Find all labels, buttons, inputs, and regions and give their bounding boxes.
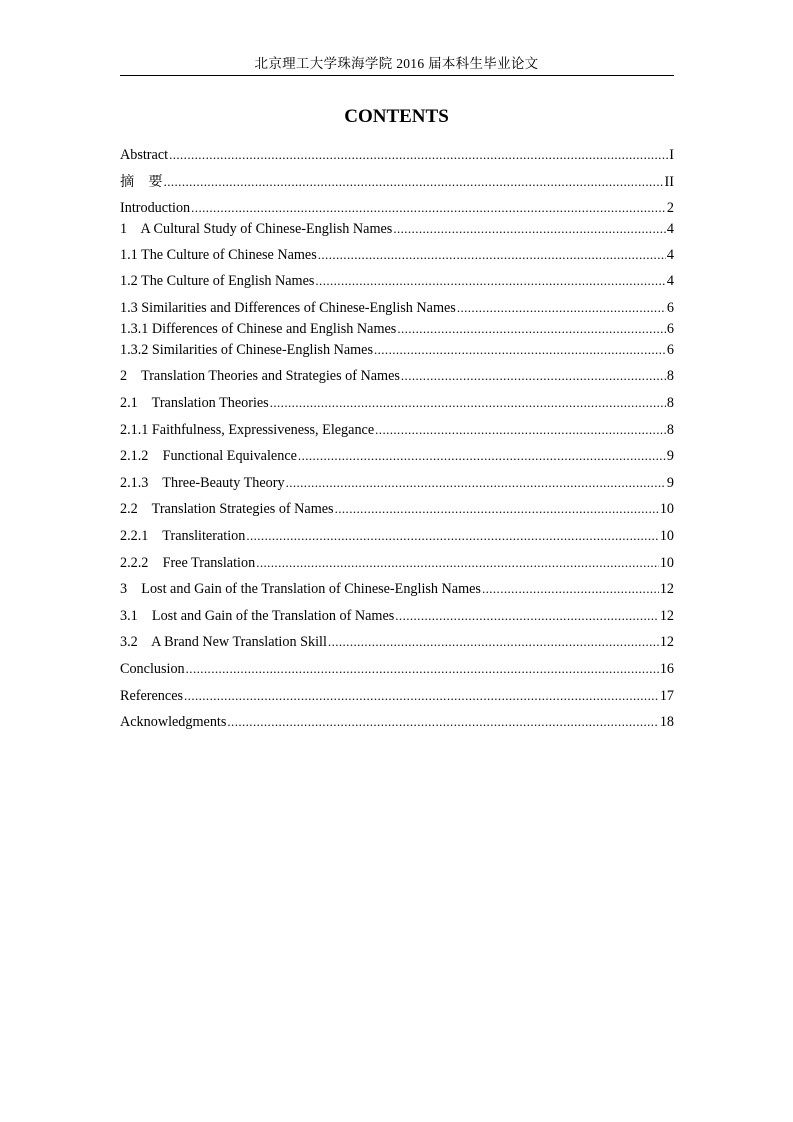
toc-entry-label: 3.2 A Brand New Translation Skill [120, 634, 327, 650]
toc-entry-label: Conclusion [120, 661, 185, 677]
dot-leader [246, 527, 658, 545]
toc-entry-page: 6 [666, 342, 674, 358]
toc-entry-3-1[interactable] [120, 607, 674, 625]
toc-entry-label: 1.3.2 Similarities of Chinese-English Names [120, 342, 373, 358]
dot-leader [482, 580, 659, 598]
toc-entry-label: Abstract [120, 147, 169, 163]
toc-entry-2-2[interactable] [120, 500, 674, 518]
dot-leader [164, 173, 664, 191]
toc-entry-abstract[interactable] [120, 146, 674, 164]
dot-leader [328, 633, 659, 651]
toc-entry-label: 3.1 Lost and Gain of the Translation of Names [120, 608, 395, 624]
toc-entry-label: 2 Translation Theories and Strategies of Names [120, 368, 400, 384]
toc-entry-page: 16 [659, 661, 674, 677]
toc-entry-label: 2.1.3 Three-Beauty Theory [120, 475, 285, 491]
toc-entry-introduction[interactable] [120, 199, 674, 217]
toc-entry-page: 4 [666, 221, 674, 237]
toc-entry-2-1[interactable] [120, 394, 674, 412]
dot-leader [169, 146, 668, 164]
header-rule [120, 75, 674, 76]
dot-leader [270, 394, 666, 412]
dot-leader [298, 447, 666, 465]
toc-entry-2-1-3[interactable] [120, 474, 674, 492]
toc-entry-label: References [120, 688, 184, 704]
toc-title: CONTENTS [344, 106, 449, 127]
toc-entry-label: 1.3.1 Differences of Chinese and English Names [120, 321, 397, 337]
toc-entry-page: 4 [666, 247, 674, 263]
toc-entry-1-3[interactable] [120, 299, 674, 317]
toc-entry-page: 10 [659, 501, 674, 517]
toc-entry-label: 1.2 The Culture of English Names [120, 273, 315, 289]
dot-leader [186, 660, 659, 678]
toc-entry-page: 9 [666, 448, 674, 464]
dot-leader [286, 474, 666, 492]
dot-leader [315, 272, 666, 290]
toc-entry-page: 12 [659, 608, 674, 624]
dot-leader [395, 607, 659, 625]
toc-entry-label: 1.3 Similarities and Differences of Chinese-English Names [120, 300, 456, 316]
toc-entry-page: 6 [666, 300, 674, 316]
toc-entry-page: 8 [666, 422, 674, 438]
toc-entry-2-2-2[interactable] [120, 554, 674, 572]
toc-entry-references[interactable] [120, 687, 674, 705]
toc-entry-label: 1 A Cultural Study of Chinese-English Names [120, 221, 393, 237]
toc-entry-label: 摘 要 [120, 174, 163, 190]
toc-entry-page: II [664, 174, 674, 190]
toc-entry-conclusion[interactable] [120, 660, 674, 678]
toc-entry-page: I [669, 147, 674, 163]
toc-entry-1-3-2[interactable] [120, 341, 674, 359]
toc-entry-page: 12 [659, 634, 674, 650]
toc-entry-label: 3 Lost and Gain of the Translation of Chinese-English Names [120, 581, 481, 597]
toc-entry-page: 12 [659, 581, 674, 597]
toc-entry-page: 4 [666, 273, 674, 289]
toc-entry-page: 6 [666, 321, 674, 337]
toc-entry-page: 9 [666, 475, 674, 491]
dot-leader [393, 220, 666, 238]
dot-leader [184, 687, 659, 705]
toc-entry-page: 18 [659, 714, 674, 730]
dot-leader [401, 367, 666, 385]
toc-entry-label: Acknowledgments [120, 714, 227, 730]
toc-entry-2-1-2[interactable] [120, 447, 674, 465]
dot-leader [227, 713, 658, 731]
toc-entry-page: 8 [666, 368, 674, 384]
dot-leader [457, 299, 666, 317]
toc-entry-1-1[interactable] [120, 246, 674, 264]
toc-entry-label: 2.2.2 Free Translation [120, 555, 256, 571]
toc-entry-label: 1.1 The Culture of Chinese Names [120, 247, 317, 263]
dot-leader [375, 421, 666, 439]
toc-entry-page: 17 [659, 688, 674, 704]
toc-entry-label: 2.1 Translation Theories [120, 395, 269, 411]
toc-entry-label: 2.1.1 Faithfulness, Expressiveness, Elegance [120, 422, 375, 438]
dot-leader [335, 500, 659, 518]
running-header: 北京理工大学珠海学院 2016 届本科生毕业论文 [254, 56, 539, 71]
dot-leader [191, 199, 666, 217]
toc-entry-chapter-1[interactable] [120, 220, 674, 238]
toc-entry-1-3-1[interactable] [120, 320, 674, 338]
toc-entry-chapter-3[interactable] [120, 580, 674, 598]
toc-entry-3-2[interactable] [120, 633, 674, 651]
dot-leader [397, 320, 666, 338]
toc-entry-page: 2 [666, 200, 674, 216]
dot-leader [374, 341, 666, 359]
toc-entry-1-2[interactable] [120, 272, 674, 290]
toc-entry-label: 2.2.1 Transliteration [120, 528, 246, 544]
dot-leader [256, 554, 659, 572]
toc-entry-page: 10 [659, 555, 674, 571]
toc-entry-2-2-1[interactable] [120, 527, 674, 545]
toc-entry-label: 2.2 Translation Strategies of Names [120, 501, 334, 517]
toc-entry-label: 2.1.2 Functional Equivalence [120, 448, 297, 464]
toc-entry-page: 10 [659, 528, 674, 544]
toc-entry-acknowledgments[interactable] [120, 713, 674, 731]
toc-entry-chapter-2[interactable] [120, 367, 674, 385]
toc-entry-page: 8 [666, 395, 674, 411]
toc-entry-label: Introduction [120, 200, 191, 216]
dot-leader [318, 246, 666, 264]
toc-entry-chinese-abstract[interactable] [120, 173, 674, 191]
toc-entry-2-1-1[interactable] [120, 421, 674, 439]
